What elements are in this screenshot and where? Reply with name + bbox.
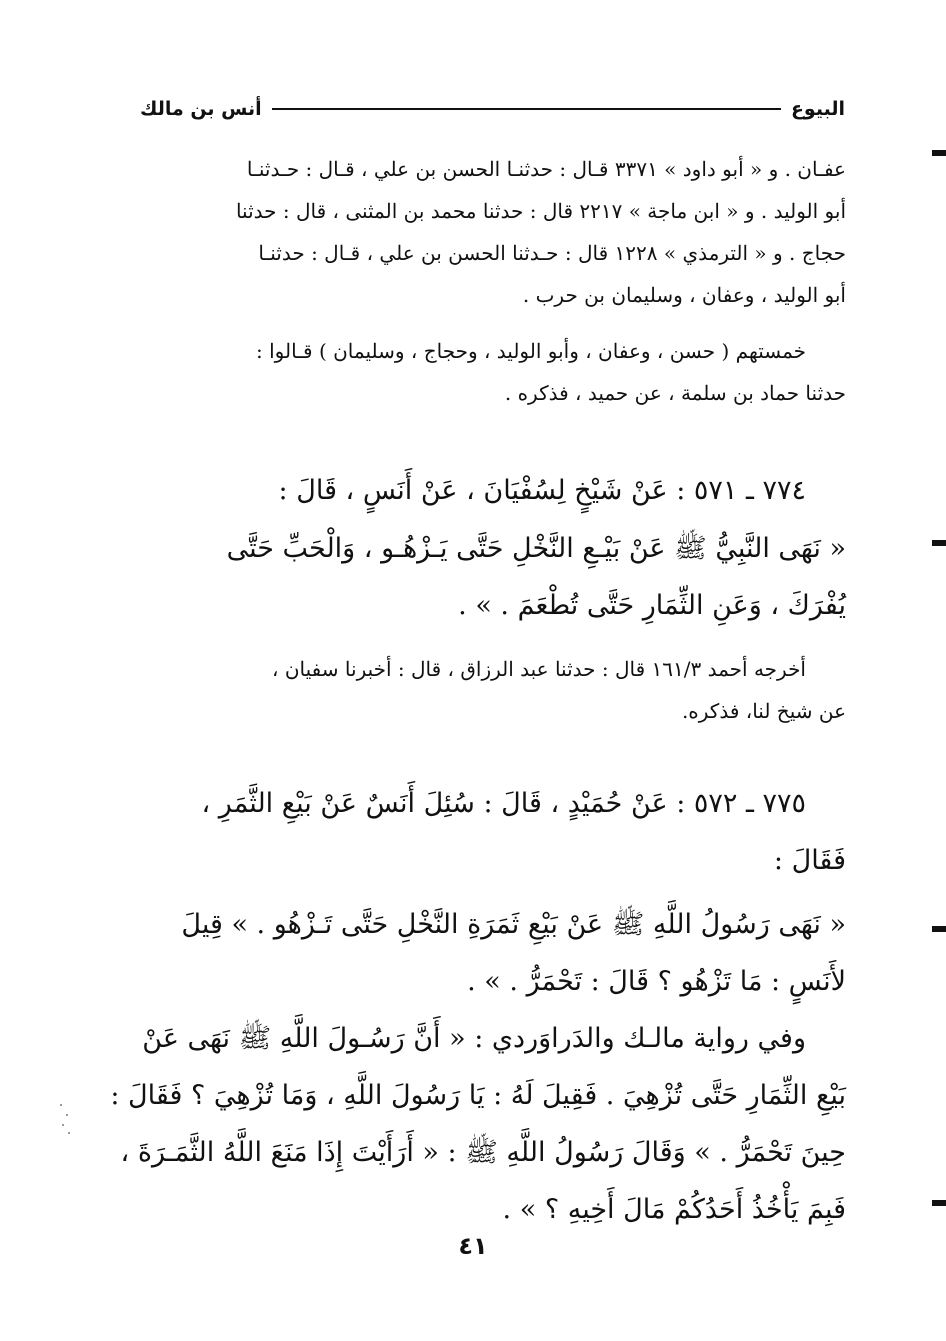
citation-paragraph-2 — [140, 330, 846, 414]
text-line: خمستهم ( حسن ، وعفان ، وأبو الوليد ، وحجاج ، وسليمان ) قـالوا : — [256, 339, 806, 363]
text-line: يُفْرَكَ ، وَعَنِ الثِّمَارِ حَتَّى تُطْعَمَ . » . — [458, 590, 846, 621]
text-line: أخرجه أحمد ١٦١/٣ قال : حدثنا عبد الرزاق ، قال : أخبرنا سفيان ، — [272, 657, 806, 681]
text-line: « نَهَى رَسُولُ اللَّهِ ﷺ عَنْ بَيْعِ ثَمَرَةِ النَّخْلِ حَتَّى تَـزْهُو . » قِيلَ — [181, 909, 846, 940]
hadith-775-heading — [140, 775, 846, 889]
hadith-774-text — [140, 520, 846, 634]
text-line: « نَهَى النَّبِيُّ ﷺ عَنْ بَيْـعِ النَّخْلِ حَتَّى يَـزْهُـو ، وَالْحَبِّ حَتَّى — [226, 533, 846, 564]
text-line: ٧٧٤ ـ ٥٧١ : عَنْ شَيْخٍ لِسُفْيَانَ ، عَنْ أَنَسٍ ، قَالَ : — [278, 475, 806, 506]
text-line: بَيْعِ الثِّمَارِ حَتَّى تُزْهِيَ . فَقِيلَ لَهُ : يَا رَسُولَ اللَّهِ ، وَمَا تُزْهِيَ ؟ فَقَالَ : — [110, 1080, 846, 1111]
scan-specks — [58, 1100, 72, 1140]
text-line: أبو الوليد . و « ابن ماجة » ٢٢١٧ قال : حدثنا محمد بن المثنى ، قال : حدثنا — [235, 199, 846, 223]
citation-paragraph-1 — [140, 148, 846, 316]
hadith-775-text — [140, 896, 846, 1010]
header-rule — [272, 108, 781, 110]
text-line: فَقَالَ : — [773, 845, 846, 876]
text-line: حِينَ تَحْمَرُّ . » وَقَالَ رَسُولُ اللَّهِ ﷺ : « أَرَأَيْتَ إِذَا مَنَعَ اللَّهُ الثَّمَـرَةَ ، — [120, 1137, 846, 1168]
margin-mark — [932, 1200, 946, 1206]
running-header — [140, 92, 845, 126]
citation-paragraph-3 — [140, 648, 846, 732]
text-line: فَبِمَ يَأْخُذُ أَحَدُكُمْ مَالَ أَخِيهِ ؟ » . — [502, 1194, 846, 1225]
text-line: عفـان . و « أبو داود » ٣٣٧١ قـال : حدثنـا الحسن بن علي ، قـال : حـدثنـا — [246, 157, 846, 181]
margin-mark — [932, 150, 946, 156]
margin-mark — [932, 926, 946, 932]
text-line: حجاج . و « الترمذي » ١٢٢٨ قال : حـدثنا الحسن بن علي ، قـال : حدثنـا — [258, 241, 846, 265]
text-line: ٧٧٥ ـ ٥٧٢ : عَنْ حُمَيْدٍ ، قَالَ : سُئِلَ أَنَسٌ عَنْ بَيْعِ الثَّمَرِ ، — [201, 788, 806, 819]
hadith-774-heading — [140, 462, 846, 519]
text-line: عن شيخ لنا، فذكره. — [681, 699, 846, 723]
margin-mark — [932, 540, 946, 546]
text-line: وفي رواية مالـك والدَراوَردي : « أَنَّ رَسُـولَ اللَّهِ ﷺ نَهَى عَنْ — [142, 1023, 806, 1054]
header-chapter-title: أنس بن مالك — [140, 98, 262, 120]
header-section-title: البيوع — [790, 98, 845, 120]
page-number: ٤١ — [458, 1232, 488, 1260]
text-line: حدثنا حماد بن سلمة ، عن حميد ، فذكره . — [504, 381, 846, 405]
text-line: أبو الوليد ، وعفان ، وسليمان بن حرب . — [522, 283, 846, 307]
text-line: لأَنَسٍ : مَا تَزْهُو ؟ قَالَ : تَحْمَرُّ . » . — [467, 966, 846, 997]
variant-narration — [110, 1010, 846, 1238]
